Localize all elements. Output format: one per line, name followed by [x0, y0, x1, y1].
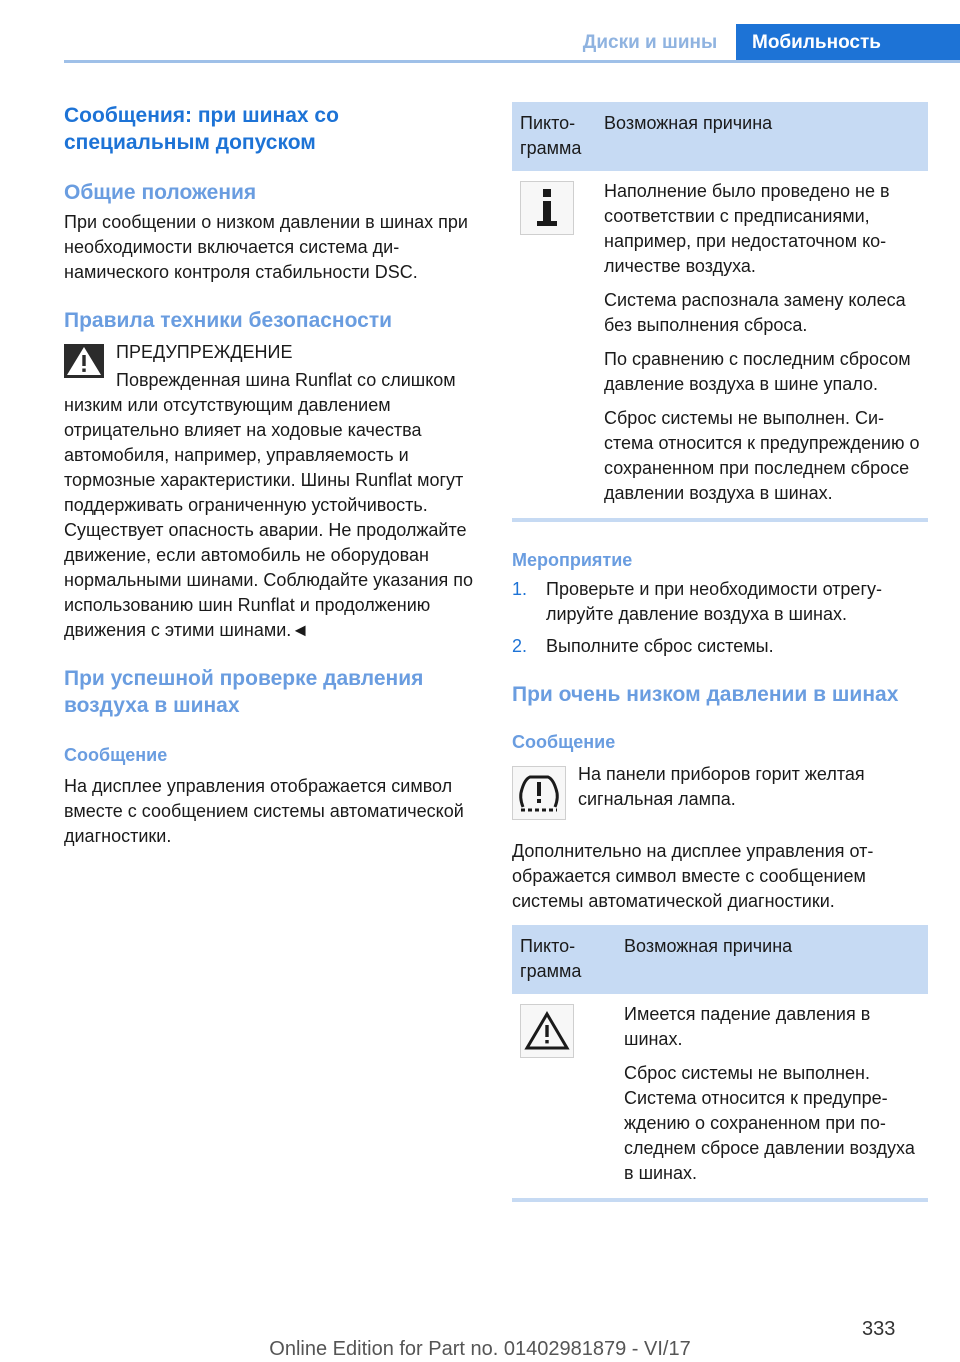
success-heading: При успешной проверке давления воздуха в шинах: [64, 667, 424, 717]
warning-title: ПРЕДУПРЕЖДЕНИЕ: [116, 342, 293, 362]
table2-col-cause: Возможная причина: [616, 925, 928, 994]
warning-text: Поврежденная шина Runflat со слишком низким или отсутствующим давлением отрицательно влияет на ходовые качества автомобиля, например, управляемость и тормозные характеристики. Шины Runflat могут поддерживать ограниченную устойчивость. Существует опасность аварии. Не продолжайте движение, если автомобиль не оборудован нормальными шинами. Соблюдайте указания по использованию шин Runflat и продолжению движения с этими шинами.◄: [64, 370, 473, 640]
warning-icon: [64, 344, 104, 378]
right-column: [512, 102, 928, 1202]
low-message-heading: Сообщение: [512, 732, 616, 752]
table2-cause: Сброс системы не выполнен. Система относится к предупреждению о сохраненном при последнем сбросе давлении воздуха в шинах.: [624, 1063, 915, 1183]
info-icon: [520, 181, 574, 235]
header-section-tab[interactable]: Диски и шины: [582, 32, 718, 53]
steps-list: [512, 577, 928, 659]
header-chapter-tab[interactable]: Мобильность: [736, 24, 960, 62]
extra-text: Дополнительно на дисплее управления отображается символ вместе с сообщением системы автоматической диагностики.: [512, 841, 874, 911]
list-item: 1. Проверьте и при необходимости отрегулируйте давление воздуха в шинах.: [512, 579, 883, 624]
table1-cause: Система распознала замену колеса без выполнения сброса.: [604, 290, 906, 335]
table1-col-cause: Возможная причина: [596, 102, 928, 171]
tire-pressure-warning-icon: [512, 766, 566, 820]
pictogram-table-1: [512, 102, 928, 518]
table2-col-pictogram: Пиктограмма: [512, 925, 616, 994]
table2-bottom-rule: [512, 1198, 928, 1202]
measure-heading: Мероприятие: [512, 550, 633, 570]
header-divider: [64, 60, 960, 63]
message-text: На дисплее управления отображается символ вместе с сообщением системы автоматической диагностики.: [64, 776, 464, 846]
table1-cause: Сброс системы не выполнен. Система относится к предупреждению о сохраненном при последнем сбросе давлении воздуха в шинах.: [604, 408, 920, 503]
pictogram-table-2: [512, 925, 928, 1198]
warning-block: [64, 340, 480, 643]
warning-triangle-icon: [520, 1004, 574, 1058]
lamp-text: На панели приборов горит желтая сигнальная лампа.: [578, 764, 865, 809]
list-item: 2. Выполните сброс системы.: [512, 636, 774, 656]
message-heading: Сообщение: [64, 745, 168, 765]
safety-heading: Правила техники безопасности: [64, 309, 393, 332]
lamp-block: [512, 762, 928, 822]
table2-cause: Имеется падение давления в шинах.: [624, 1004, 871, 1049]
low-pressure-heading: При очень низком давлении в шинах: [512, 683, 899, 706]
table1-col-pictogram: Пиктограмма: [512, 102, 596, 171]
page-number: 333: [862, 1318, 896, 1340]
table1-bottom-rule: [512, 518, 928, 522]
general-text: При сообщении о низком давлении в шинах при необходимости включается система динамического контроля стабильности DSC.: [64, 212, 468, 282]
table1-cause: По сравнению с последним сбросом давление воздуха в шине упало.: [604, 349, 911, 394]
table2-causes: [616, 994, 928, 1198]
general-heading: Общие положения: [64, 181, 257, 204]
left-column: [64, 102, 480, 849]
page-title: Сообщения: при шинах со специальным допуском: [64, 104, 339, 154]
table1-cause: Наполнение было проведено не в соответствии с предписаниями, например, при недостаточном количестве воздуха.: [604, 181, 890, 276]
table1-causes: [596, 171, 928, 518]
edition-footer: Online Edition for Part no. 01402981879 - VI/17: [269, 1338, 691, 1360]
